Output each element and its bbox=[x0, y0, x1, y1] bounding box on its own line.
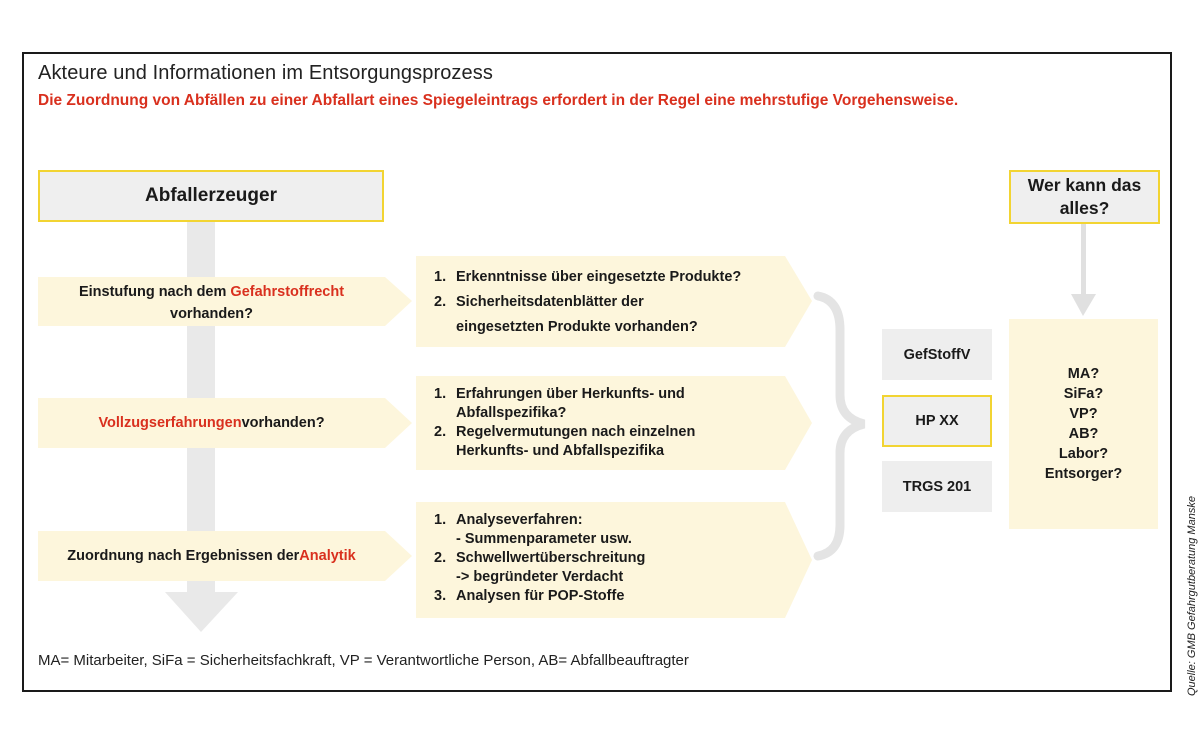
left-step-3-before: Zuordnung nach Ergebnissen der bbox=[67, 548, 300, 564]
role-entsorger: Entsorger? bbox=[1044, 466, 1123, 482]
middle-group-1-item-2: 2. Sicherheitsdatenblätter der eingesetzten Produkte vorhanden? bbox=[434, 294, 698, 335]
roles-box bbox=[1009, 319, 1158, 529]
left-step-2-after: vorhanden? bbox=[241, 415, 325, 431]
producer-label: Abfallerzeuger bbox=[145, 185, 277, 206]
left-step-1-line-1: Einstufung nach dem Gefahrstoffrecht bbox=[78, 283, 345, 300]
right-arrow-head bbox=[1071, 294, 1096, 316]
role-ab: AB? bbox=[1068, 426, 1099, 442]
curly-brace bbox=[818, 296, 864, 556]
regulation-trgs-201-label: TRGS 201 bbox=[902, 478, 972, 495]
middle-group-2-item-1: 1. Erfahrungen über Herkunfts- und Abfallspezifika? bbox=[434, 386, 685, 421]
regulation-trgs-201 bbox=[882, 461, 992, 512]
diagram-title: Akteure und Informationen im Entsorgungsprozess bbox=[38, 62, 493, 84]
middle-group-3 bbox=[434, 511, 794, 606]
diagram-subtitle: Die Zuordnung von Abfällen zu einer Abfallart eines Spiegeleintrags erfordert in der Regel eine mehrstufige Vorgehensweise. bbox=[38, 92, 959, 109]
question-label: Wer kann das alles? bbox=[1027, 175, 1142, 218]
role-sifa: SiFa? bbox=[1063, 386, 1104, 402]
left-step-2-highlight: Vollzugserfahrungen bbox=[98, 415, 242, 431]
left-step-1 bbox=[38, 279, 385, 326]
regulation-gefstoffv bbox=[882, 329, 992, 380]
left-step-1-line-2: vorhanden? bbox=[170, 305, 253, 322]
right-arrow-shaft bbox=[1081, 224, 1086, 294]
middle-group-3-item-3: 3. Analysen für POP-Stoffe bbox=[434, 588, 625, 604]
left-step-3 bbox=[38, 533, 385, 579]
source-credit: Quelle: GMB Gefahrgutberatung Manske bbox=[1186, 496, 1198, 696]
left-step-3-highlight: Analytik bbox=[299, 548, 356, 564]
middle-group-3-item-1: 1. Analyseverfahren: - Summenparameter usw. bbox=[434, 512, 632, 547]
role-ma: MA? bbox=[1067, 366, 1100, 382]
regulation-hp-xx bbox=[882, 395, 992, 447]
middle-group-3-item-2: 2. Schwellwertüberschreitung -> begründeter Verdacht bbox=[434, 550, 646, 585]
producer-box bbox=[38, 170, 384, 222]
left-step-1-highlight: Gefahrstoffrecht bbox=[230, 283, 345, 300]
regulation-hp-xx-label: HP XX bbox=[915, 413, 959, 429]
question-box bbox=[1009, 170, 1160, 224]
vertical-arrow-head bbox=[165, 592, 238, 632]
role-labor: Labor? bbox=[1058, 446, 1109, 462]
role-vp: VP? bbox=[1069, 406, 1098, 422]
regulation-gefstoffv-label: GefStoffV bbox=[903, 346, 971, 363]
middle-group-1 bbox=[434, 266, 794, 339]
left-step-2 bbox=[38, 400, 385, 446]
middle-group-1-item-1: 1. Erkenntnisse über eingesetzte Produkte? bbox=[434, 269, 742, 285]
middle-group-2-item-2: 2. Regelvermutungen nach einzelnen Herkunfts- und Abfallspezifika bbox=[434, 424, 696, 459]
legend-text: MA= Mitarbeiter, SiFa = Sicherheitsfachkraft, VP = Verantwortliche Person, AB= Abfallbeauftragter bbox=[38, 652, 689, 669]
middle-group-2 bbox=[434, 385, 794, 461]
